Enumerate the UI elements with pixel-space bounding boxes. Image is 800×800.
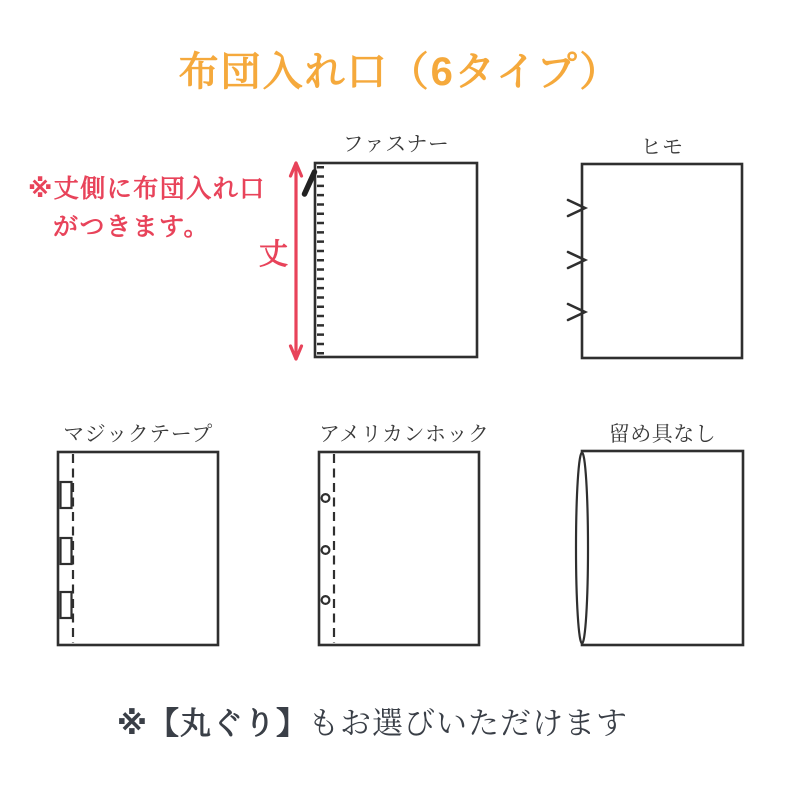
cover-outline <box>319 452 479 645</box>
footer-note <box>0 698 745 743</box>
footer-note-regular: もお選びいただけます <box>308 706 629 741</box>
length-arrow <box>291 163 302 359</box>
diagram-none <box>566 445 756 653</box>
diagram-string <box>560 158 755 364</box>
footer-note-bold: ※【丸ぐり】 <box>116 706 309 741</box>
velcro-tabs-icon <box>61 482 72 618</box>
side-note-line2: がつきます。 <box>53 213 211 241</box>
diagram-label-fastener: ファスナー <box>342 133 450 156</box>
cover-outline <box>58 452 218 645</box>
diagram-fastener <box>280 155 490 367</box>
diagram-label-string: ヒモ <box>640 136 684 159</box>
page-title: 布団入れ口（6タイプ） <box>178 50 622 94</box>
side-note-line1: ※丈側に布団入れ口 <box>28 175 266 203</box>
diagram-velcro <box>48 446 233 652</box>
length-label: 丈 <box>259 239 289 271</box>
zipper-pull-icon <box>305 172 315 194</box>
diagram-label-snap: アメリカンホック <box>319 423 490 446</box>
diagram-label-none: 留め具なし <box>608 423 717 446</box>
diagram-label-velcro: マジックテープ <box>63 423 213 446</box>
cover-outline <box>582 451 743 645</box>
open-edge-ellipse-icon <box>576 453 588 644</box>
side-note <box>28 170 266 246</box>
cover-outline <box>582 164 742 358</box>
diagram-snap <box>309 446 494 652</box>
cover-outline <box>315 163 477 357</box>
